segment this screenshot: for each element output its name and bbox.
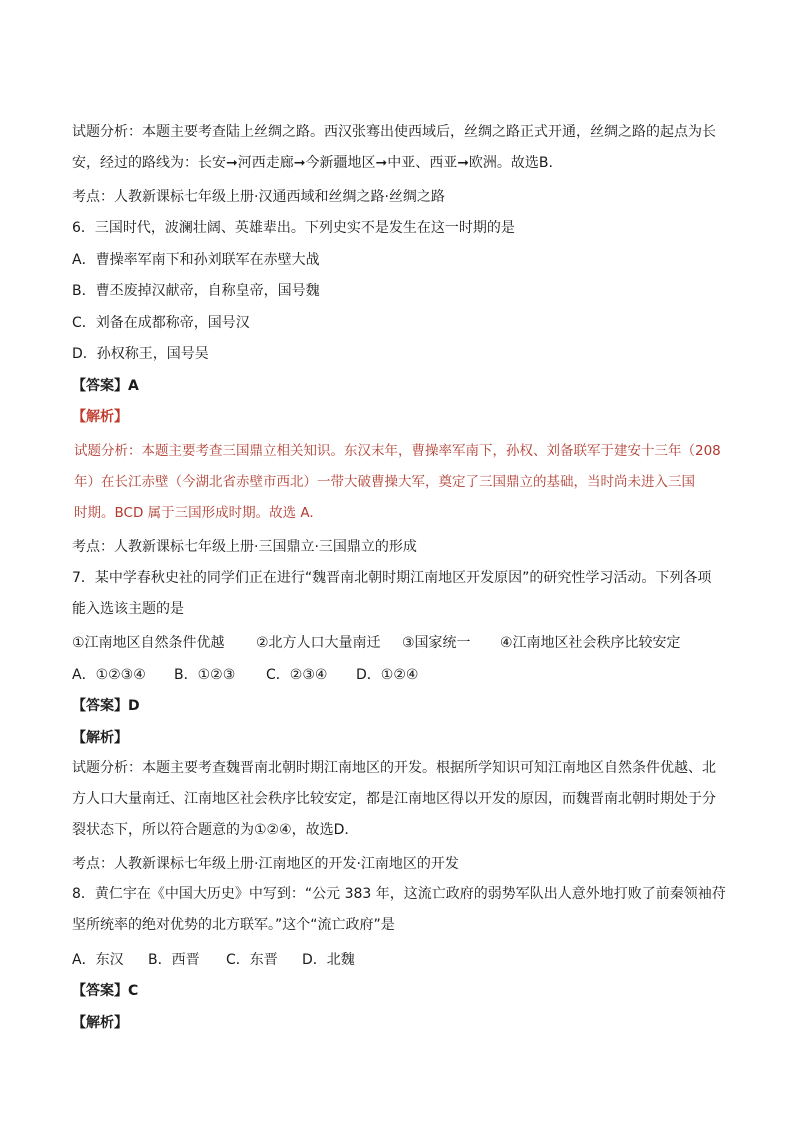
q8-options <box>72 951 724 969</box>
q7-option-a: A．①②③④ <box>72 666 146 683</box>
q6-kaodian: 考点：人教新课标七年级上册·三国鼎立·三国鼎立的形成 <box>72 539 417 555</box>
q6-option-c: C．刘备在成都称帝，国号汉 <box>72 314 250 331</box>
q7-item: ④江南地区社会秩序比较安定 <box>500 635 681 651</box>
q7-analysis-line: 裂状态下，所以符合题意的为①②④，故选D. <box>72 822 349 838</box>
q8-stem-line: 8．黄仁宇在《中国大历史》中写到：“公元 383 年，这流亡政府的弱势军队出人意外地打败了前秦领袖苻 <box>72 886 726 902</box>
q5-analysis-line: 试题分析：本题主要考查陆上丝绸之路。西汉张骞出使西域后，丝绸之路正式开通，丝绸之路的起点为长 <box>72 124 716 140</box>
q7-analysis <box>72 753 724 846</box>
q7-option-b: B．①②③ <box>174 666 236 683</box>
q6-option-a: A．曹操率军南下和孙刘联军在赤壁大战 <box>72 251 320 268</box>
q5-analysis <box>72 117 724 179</box>
q6-analysis-line: 时期。BCD 属于三国形成时期。故选 A. <box>74 505 314 521</box>
q8-stem <box>72 879 724 941</box>
q7-answer: 【答案】D <box>72 698 140 714</box>
q8-answer: 【答案】C <box>72 983 139 999</box>
q6-answer: 【答案】A <box>72 377 139 394</box>
q7-options <box>72 666 724 684</box>
q7-item: ②北方人口大量南迁 <box>256 635 381 651</box>
q7-analysis-line: 方人口大量南迁、江南地区社会秩序比较安定，都是江南地区得以开发的原因，而魏晋南北朝时期处于分 <box>72 791 716 807</box>
q8-option-c: C．东晋 <box>226 951 278 968</box>
document-content <box>72 126 724 1045</box>
q8-option-b: B．西晋 <box>148 951 200 968</box>
q8-stem-line: 坚所统率的绝对优势的北方联军。”这个“流亡政府”是 <box>72 917 395 933</box>
q7-stem-line: 7．某中学春秋史社的同学们正在进行“魏晋南北朝时期江南地区开发原因”的研究性学习活动。下列各项 <box>72 569 712 586</box>
q7-jiexi-label: 【解析】 <box>72 729 128 746</box>
q7-items <box>72 634 724 652</box>
q8-jiexi-label: 【解析】 <box>72 1014 128 1031</box>
q6-stem: 6．三国时代，波澜壮阔、英雄辈出。下列史实不是发生在这一时期的是 <box>72 220 515 236</box>
q7-analysis-line: 试题分析：本题主要考查魏晋南北朝时期江南地区的开发。根据所学知识可知江南地区自然条件优越、北 <box>72 760 716 776</box>
q7-option-d: D．①②④ <box>356 666 419 683</box>
q6-jiexi-label: 【解析】 <box>72 409 128 425</box>
q5-analysis-line: 安，经过的路线为：长安➞河西走廊➞今新疆地区➞中亚、西亚➞欧洲。故选B. <box>72 155 553 171</box>
q5-kaodian: 考点：人教新课标七年级上册·汉通西域和丝绸之路·丝绸之路 <box>72 188 445 205</box>
q6-analysis <box>74 436 724 529</box>
q7-kaodian: 考点：人教新课标七年级上册·江南地区的开发·江南地区的开发 <box>72 855 459 872</box>
q7-item: ③国家统一 <box>402 635 471 651</box>
q6-option-b: B．曹丕废掉汉献帝，自称皇帝，国号魏 <box>72 283 320 299</box>
q7-option-c: C．②③④ <box>266 666 328 683</box>
q7-stem <box>72 563 724 625</box>
q6-analysis-line: 试题分析：本题主要考查三国鼎立相关知识。东汉末年，曹操率军南下，孙权、刘备联军于建安十三年（208 <box>74 443 721 459</box>
q8-option-a: A．东汉 <box>72 951 124 968</box>
q8-option-d: D．北魏 <box>302 951 355 968</box>
q6-option-d: D．孙权称王，国号吴 <box>72 346 209 362</box>
q7-stem-line: 能入选该主题的是 <box>72 600 184 617</box>
q7-item: ①江南地区自然条件优越 <box>72 635 225 651</box>
q6-analysis-line: 年）在长江赤壁（今湖北省赤壁市西北）一带大破曹操大军，奠定了三国鼎立的基础，当时尚未进入三国 <box>74 474 695 490</box>
